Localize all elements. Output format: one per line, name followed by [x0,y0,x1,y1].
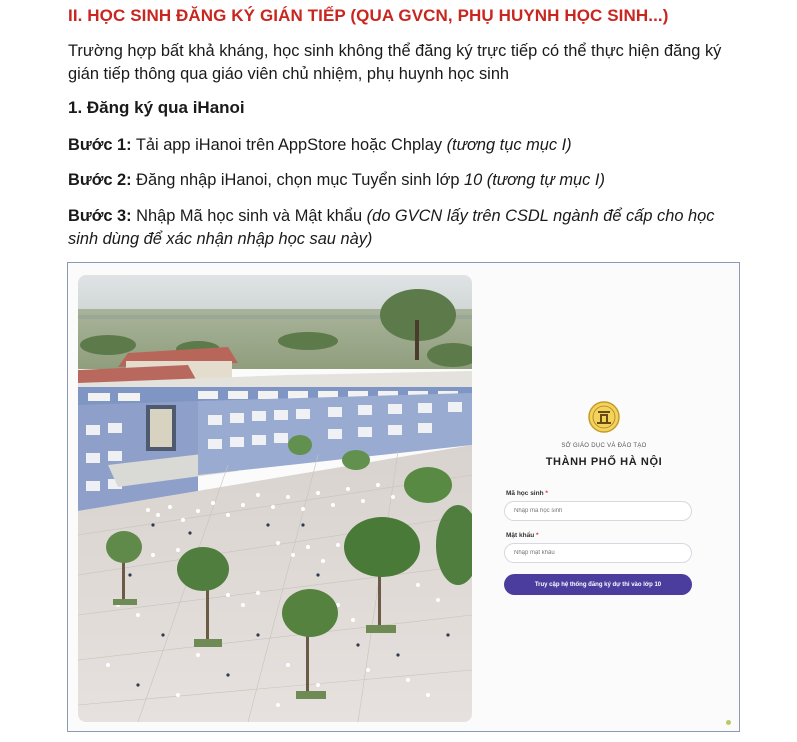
step-2-note: 10 (tương tự mục I) [464,171,605,189]
student-id-input[interactable] [504,501,692,521]
step-1-note: (tương tục mục I) [446,136,572,154]
step-3-text: Nhập Mã học sinh và Mật khẩu [131,207,367,225]
password-label-text: Mật khẩu [506,532,535,539]
step-1 [68,134,572,157]
school-photo [78,275,472,722]
status-dot [726,720,731,725]
step-3-continued [68,228,372,251]
step-1-label: Bước 1: [68,136,132,154]
department-name: SỞ GIÁO DỤC VÀ ĐÀO TẠO [561,443,647,449]
student-id-label [506,490,548,497]
step-3-note: (do GVCN lấy trên CSDL ngành để cấp cho học [366,207,715,225]
step-3-label: Bước 3: [68,207,132,225]
step-3 [68,205,714,228]
department-logo [588,401,620,433]
student-id-label-text: Mã học sinh [506,490,544,497]
step-2 [68,169,605,192]
intro-paragraph-line-2: gián tiếp thông qua giáo viên chủ nhiệm, phụ huynh học sinh [68,65,510,83]
password-input[interactable] [504,543,692,563]
section-heading: II. HỌC SINH ĐĂNG KÝ GIÁN TIẾP (QUA GVCN, PHỤ HUYNH HỌC SINH...) [68,6,669,25]
intro-paragraph-line-1: Trường hợp bất khả kháng, học sinh không thể đăng ký trực tiếp có thể thực hiện đăng ký [68,42,722,60]
required-mark: * [545,490,548,497]
submit-button[interactable]: Truy cập hệ thống đăng ký dự thi vào lớp 10 [504,574,692,595]
required-mark: * [535,532,539,539]
step-1-text: Tải app iHanoi trên AppStore hoặc Chplay [131,136,447,154]
city-title: THÀNH PHỐ HÀ NỘI [545,456,663,468]
step-3-note-line-2: sinh dùng để xác nhận nhập học sau này) [68,230,373,248]
step-2-text: Đăng nhập iHanoi, chọn mục Tuyển sinh lớp [131,171,464,189]
screenshot-frame [67,262,740,732]
step-2-label: Bước 2: [68,171,132,189]
subsection-heading: 1. Đăng ký qua iHanoi [68,98,245,117]
password-label [506,532,539,539]
